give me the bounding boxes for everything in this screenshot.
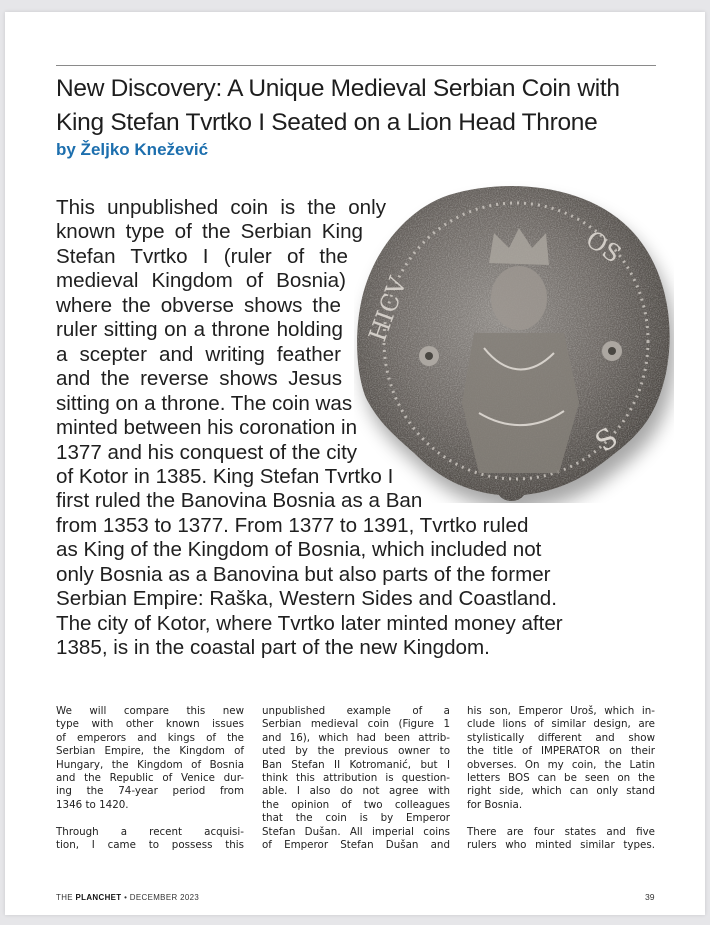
column-line: We will compare this new: [56, 705, 244, 717]
column-line: unpublished example of a: [262, 705, 450, 717]
lead-line: Serbian Empire: Raška, Western Sides and Coastland.: [56, 587, 557, 611]
column-line: and the Republic of Venice dur-: [56, 772, 244, 785]
footer-publication: [56, 892, 199, 902]
column-line: letters BOS can be seen on the: [467, 772, 655, 785]
lead-line: from 1353 to 1377. From 1377 to 1391, Tvrtko ruled: [56, 513, 529, 537]
lead-line: first ruled the Banovina Bosnia as a Ban: [56, 489, 423, 513]
magazine-page: [5, 12, 705, 915]
lead-line: sitting on a throne. The coin was: [56, 391, 353, 415]
lead-line: as King of the Kingdom of Bosnia, which included not: [56, 538, 542, 562]
lead-line: 1377 and his conquest of the city: [56, 440, 358, 464]
title-line: King Stefan Tvrtko I Seated on a Lion Head Throne: [56, 109, 598, 136]
footer-issue-date: DECEMBER 2023: [129, 892, 200, 902]
article-title: [56, 72, 676, 140]
column-line: tion, I came to possess this: [56, 839, 244, 852]
column-line: the title of IMPERATOR on their: [467, 745, 655, 758]
column-line: Ban Stefan II Kotromanić, but I: [262, 758, 450, 771]
footer-the: THE: [56, 892, 73, 902]
column-line: the opinion of two colleagues: [262, 798, 450, 811]
lead-line: a scepter and writing feather: [56, 342, 341, 366]
footer-separator: •: [124, 892, 128, 902]
paragraph-gap: [56, 812, 244, 825]
page-number: 39: [645, 892, 655, 902]
lead-line: This unpublished coin is the only: [56, 196, 386, 219]
column-line: rulers who minted similar types.: [467, 839, 655, 852]
column-line: uted by the previous owner to: [262, 745, 450, 758]
column-line: for Bosnia.: [467, 798, 523, 811]
column-line: of emperors and kings of the: [56, 731, 244, 744]
lead-line: and the reverse shows Jesus: [56, 367, 342, 391]
column-line: and 16), which had been attrib-: [262, 731, 450, 744]
footer-magazine-name: PLANCHET: [75, 892, 122, 902]
column-line: able. I also do not agree with: [262, 785, 450, 798]
lead-line: where the obverse shows the: [56, 293, 341, 317]
lead-line: medieval Kingdom of Bosnia): [56, 269, 346, 293]
lead-line: minted between his coronation in: [56, 416, 358, 440]
lead-line: 1385, is in the coastal part of the new Kingdom.: [56, 636, 490, 660]
header-rule: [56, 65, 656, 66]
paragraph-gap: [467, 812, 655, 825]
lead-line: of Kotor in 1385. King Stefan Tvrtko I: [56, 464, 394, 488]
title-line: New Discovery: A Unique Medieval Serbian Coin with: [56, 75, 620, 102]
column-line: 1346 to 1420.: [56, 798, 129, 811]
column-line: Serbian medieval coin (Figure 1: [262, 718, 450, 731]
body-column-3: [467, 705, 655, 852]
body-column-1: [56, 705, 244, 852]
lead-line: The city of Kotor, where Tvrtko later minted money after: [56, 611, 563, 635]
column-line: Through a recent acquisi-: [56, 825, 244, 838]
column-line: Serbian Empire, the Kingdom of: [56, 745, 244, 758]
column-line: clude lions of similar design, are: [467, 718, 655, 731]
lead-line: Stefan Tvrtko I (ruler of the: [56, 244, 348, 268]
lead-line: only Bosnia as a Banovina but also parts of the former: [56, 562, 551, 586]
column-line: his son, Emperor Uroš, which in-: [467, 705, 655, 717]
lead-line: known type of the Serbian King: [56, 220, 363, 244]
column-line: Stefan Dušan. All imperial coins: [262, 825, 450, 838]
column-line: of Emperor Stefan Dušan and: [262, 839, 450, 852]
svg-text:OS: OS: [580, 224, 627, 269]
column-line: think this attribution is question-: [262, 772, 450, 785]
column-line: right side, which can only stand: [467, 785, 655, 798]
column-line: stylistically different and show: [467, 731, 655, 744]
column-line: There are four states and five: [467, 825, 655, 838]
coin-inscription: S: [589, 420, 624, 459]
svg-text:HICV: HICV: [363, 273, 413, 346]
column-line: obverses. On my coin, the Latin: [467, 758, 655, 771]
column-line: Hungary, the Kingdom of Bosnia: [56, 758, 244, 771]
column-line: that the coin is by Emperor: [262, 812, 450, 825]
lead-paragraph: [56, 196, 563, 661]
lead-line: ruler sitting on a throne holding: [56, 318, 343, 342]
column-line: ing the 74-year period from: [56, 785, 244, 798]
column-line: type with other known issues: [56, 718, 244, 731]
body-column-2: [262, 705, 450, 852]
author-byline: by Željko Knežević: [56, 140, 209, 159]
